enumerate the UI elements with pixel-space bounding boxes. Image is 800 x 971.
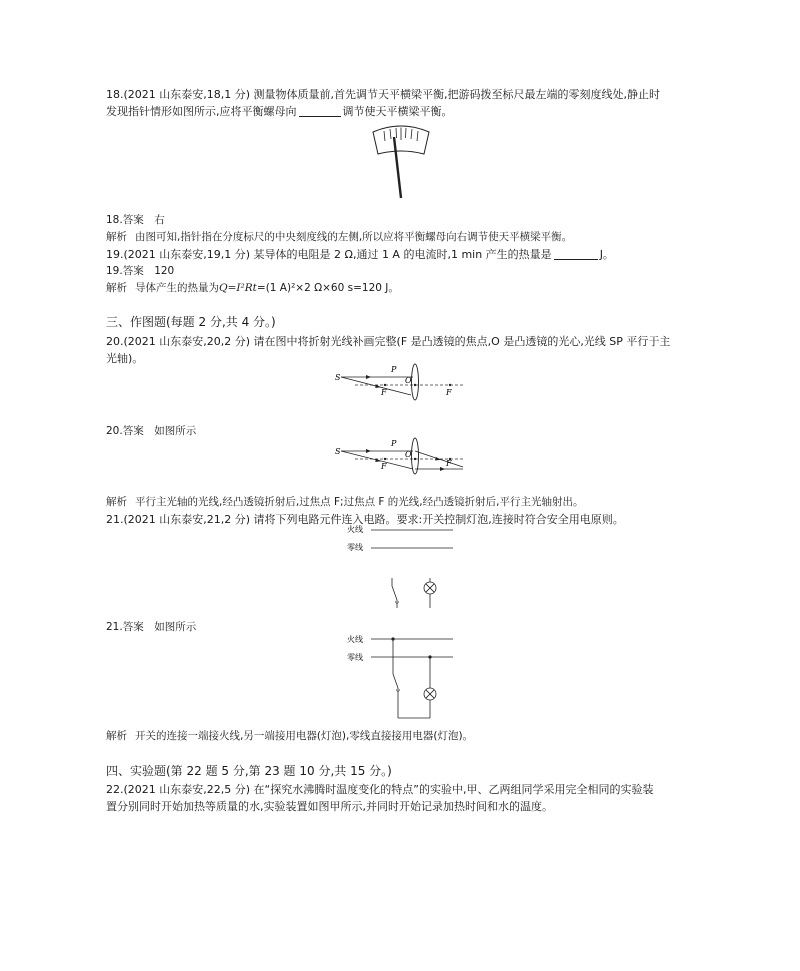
question-21: 21.(2021 山东泰安,21,2 分) 请将下列电路元件连入电路。要求:开关控制灯泡,连接时符合安全用电原则。 xyxy=(106,513,624,526)
label-o: O xyxy=(405,450,412,459)
question-20-line-1: 20.(2021 山东泰安,20,2 分) 请在图中将折射光线补画完整(F 是凸透镜的焦点,O 是凸透镜的光心,光线 SP 平行于主 xyxy=(106,335,671,348)
answer-21-header: 21.答案 如图所示 xyxy=(106,621,197,633)
live-wire-label: 火线 xyxy=(347,525,363,534)
question-20-line-2: 光轴)。 xyxy=(106,352,144,365)
answer-20-header: 20.答案 如图所示 xyxy=(106,425,197,437)
section-4-title: 四、实验题(第 22 题 5 分,第 23 题 10 分,共 15 分。) xyxy=(106,764,392,778)
question-18 xyxy=(106,86,696,120)
analysis-19: 解析 导体产生的热量为Q=I²Rt=(1 A)²×2 Ω×60 s=120 J。 xyxy=(106,282,399,294)
switch-icon xyxy=(392,578,398,608)
analysis-20: 解析 平行主光轴的光线,经凸透镜折射后,过焦点 F;过焦点 F 的光线,经凸透镜折射后,平行主光轴射出。 xyxy=(106,496,584,508)
label-f-right: F xyxy=(446,388,452,397)
section-3-title: 三、作图题(每题 2 分,共 4 分。) xyxy=(106,315,276,329)
question-22-line-2: 置分别同时开始加热等质量的水,实验装置如图甲所示,并同时开始记录加热时间和水的温度。 xyxy=(106,800,553,813)
question-18-line-2: 发现指针情形如图所示,应将平衡螺母向 调节使天平横梁平衡。 xyxy=(106,105,453,118)
answer-18-line: 18.答案 右 xyxy=(106,214,165,226)
formula: Q=I²Rt xyxy=(219,282,257,294)
question-22 xyxy=(106,781,696,815)
answer-blank xyxy=(554,248,598,260)
balance-scale-figure xyxy=(370,120,432,202)
lens-figure-answer xyxy=(333,436,468,476)
label-o: O xyxy=(405,376,412,385)
label-p: P xyxy=(391,365,397,374)
analysis-21: 解析 开关的连接一端接火线,另一端接用电器(灯泡),零线直接接用电器(灯泡)。 xyxy=(106,730,474,742)
circuit-figure-question xyxy=(345,522,455,612)
question-19: 19.(2021 山东泰安,19,1 分) 某导体的电阻是 2 Ω,通过 1 A 的电流时,1 min 产生的热量是 J。 xyxy=(106,248,614,261)
live-wire-label: 火线 xyxy=(347,635,363,644)
label-f-left: F xyxy=(381,462,387,471)
label-s: S xyxy=(335,447,341,456)
answer-18 xyxy=(106,212,696,246)
lamp-icon xyxy=(424,578,436,608)
label-s: S xyxy=(335,373,341,382)
circuit-figure-answer xyxy=(345,630,455,722)
answer-blank xyxy=(299,105,341,117)
label-p: P xyxy=(391,439,397,448)
answer-19 xyxy=(106,263,696,297)
answer-19-line: 19.答案 120 xyxy=(106,265,175,277)
question-18-line-1: 18.(2021 山东泰安,18,1 分) 测量物体质量前,首先调节天平横梁平衡,把游码拨至标尺最左端的零刻度线处,静止时 xyxy=(106,88,661,101)
neutral-wire-label: 零线 xyxy=(347,653,363,662)
analysis-18: 解析 由图可知,指针指在分度标尺的中央刻度线的左侧,所以应将平衡螺母向右调节使天平横梁平衡。 xyxy=(106,231,573,243)
neutral-wire-label: 零线 xyxy=(347,543,363,552)
lens-figure-question xyxy=(333,362,468,402)
label-f-right: F xyxy=(446,459,452,468)
label-f-left: F xyxy=(381,388,387,397)
question-22-line-1: 22.(2021 山东泰安,22,5 分) 在“探究水沸腾时温度变化的特点”的实验中,甲、乙两组同学采用完全相同的实验装 xyxy=(106,783,654,796)
